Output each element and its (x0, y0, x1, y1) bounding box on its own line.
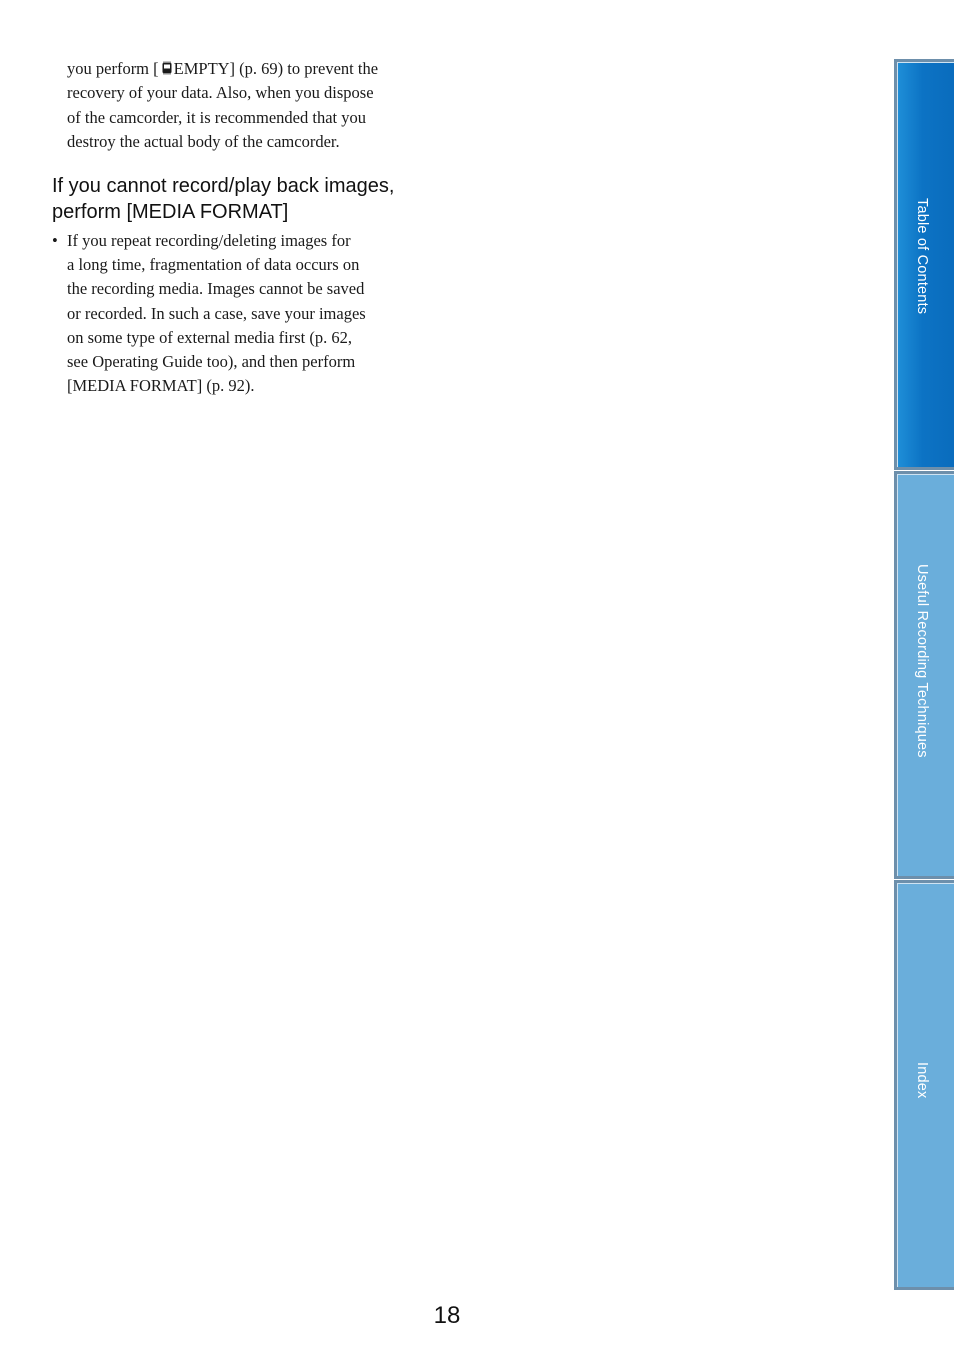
bullet-line: the recording media. Images cannot be saved (67, 279, 365, 299)
paragraph-line (67, 57, 427, 81)
paragraph-line: recovery of your data. Also, when you dispose (67, 83, 374, 103)
paragraph-line: of the camcorder, it is recommended that you (67, 107, 366, 127)
tab-table-of-contents[interactable] (894, 59, 954, 470)
bullet-line: a long time, fragmentation of data occurs on (67, 255, 360, 275)
bullet-line: see Operating Guide too), and then perform (67, 352, 356, 372)
tab-label: Useful Recording Techniques (914, 564, 930, 758)
paragraph-line-end: EMPTY] (p. 69) to prevent the (173, 59, 379, 78)
memory-card-icon (161, 61, 173, 76)
bullet-line: [MEDIA FORMAT] (p. 92). (67, 376, 255, 396)
paragraph-line-start: you perform [ (67, 59, 159, 78)
bullet-line: or recorded. In such a case, save your images (67, 303, 366, 323)
body-paragraph (67, 57, 427, 154)
tab-label: Index (914, 1062, 930, 1099)
bullet-text (67, 229, 427, 398)
paragraph-line: destroy the actual body of the camcorder. (67, 131, 340, 151)
bullet-line: If you repeat recording/deleting images for (67, 231, 351, 250)
tab-index[interactable] (894, 880, 954, 1290)
heading-line: If you cannot record/play back images, (52, 175, 395, 197)
bullet-line: on some type of external media first (p. 62, (67, 327, 353, 347)
bullet-marker: • (52, 231, 58, 250)
section-heading (52, 174, 452, 225)
tab-label: Table of Contents (914, 198, 930, 315)
page-number: 18 (433, 1302, 461, 1329)
tab-useful-recording-techniques[interactable] (894, 471, 954, 879)
heading-line: perform [MEDIA FORMAT] (52, 200, 289, 223)
